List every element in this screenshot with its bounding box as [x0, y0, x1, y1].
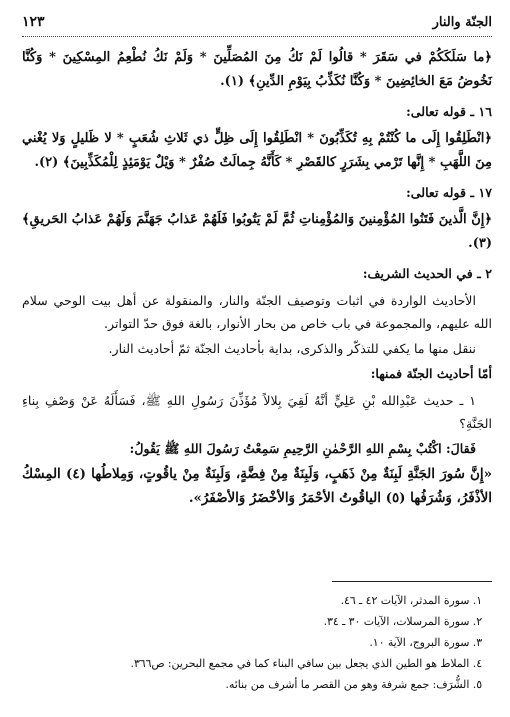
- footnote-5: ٥. الشُّرَف: جمع شرفة وهو من القصر ما أشرف من بنائه.: [225, 678, 482, 691]
- footnotes: [22, 590, 482, 695]
- footnote-separator: [332, 581, 492, 582]
- paragraph-2: ننقل منها ما يكفي للتذكّر والذكرى، بداية بأحاديث الجنّة ثمّ أحاديث النار.: [108, 341, 476, 356]
- verse-heading-16: ١٦ ـ قوله تعالى:: [406, 104, 492, 119]
- verse-heading-17: ١٧ ـ قوله تعالى:: [406, 185, 492, 200]
- quran-quote-1: ﴿ما سَلَكَكُمْ في سَقَرَ * قالُوا لَمْ نَكُ مِنَ المُصَلِّينَ * وَلَمْ نَكُ نُطْعِمُ المِسْكِينَ * وَكُنَّا نَخُوضُ مَعَ الخائِضِينَ * وَكُنَّا نُكَذِّبُ بِيَوْمِ الدِّينِ﴾ (١).: [22, 50, 492, 89]
- footnote-4: ٤. الملاط هو الطين الذي يجعل بين سافي البناء كما في مجمع البحرين: ص٣٦٦.: [130, 657, 482, 670]
- hadith-intro: ١ ـ حديث عَبْدِالله بْنِ عَلِيٍّ أنَّهُ لَقِيَ بِلالاً مُؤَذِّنَ رَسُولِ اللهِ ﷺ، فَسَأَلَهُ عَنْ وَصْفِ بِناءِ الجَنَّةِ؟: [22, 393, 492, 431]
- quran-quote-2: ﴿انْطَلِقُوا إِلَى ما كُنْتُمْ بِهِ تُكَذِّبُونَ * انْطَلِقُوا إِلَى ظِلٍّ ذي ثَلاثِ شُعَبٍ * لا ظَليلٍ وَلا يُغْني مِنَ اللَّهَبِ * إِنَّها تَرْمي بِشَرَرٍ كالقَصْرِ * كَأَنَّهُ جِمالَتٌ صُفْرٌ * وَيْلٌ يَوْمَئِذٍ لِلْمُكَذِّبِينَ﴾ (٢).: [22, 131, 492, 170]
- main-text: [22, 46, 492, 512]
- footnote-2: ٢. سورة المرسلات، الآيات ٣٠ ـ ٣٤.: [323, 615, 482, 628]
- section-heading-hadith: ٢ ـ في الحديث الشريف:: [362, 266, 492, 281]
- paragraph-1: الأحاديث الواردة في اثبات وتوصيف الجنّة والنار، والمنقولة عن أهل بيت الوحي سلام الله عليهم، والمجموعة في باب خاص من بحار الأنوار، بالغة فوق حدّ التواتر.: [22, 293, 492, 331]
- page-number: ١٢٣: [22, 14, 45, 30]
- header-title: الجنّة والنار: [432, 15, 492, 30]
- running-header: [22, 14, 492, 37]
- paragraph-3: أمّا أحاديث الجنّة فمنها:: [370, 366, 492, 381]
- footnote-3: ٣. سورة البروج، الآية ١٠.: [369, 636, 482, 649]
- hadith-narration: فَقالَ: اكْتُبْ بِسْمِ اللهِ الرَّحْمٰنِ الرَّحِيمِ سَمِعْتُ رَسُولَ اللهِ ﷺ يَقُولُ:: [129, 441, 476, 456]
- quran-quote-3: ﴿إِنَّ الَّذينَ فَتَنُوا المُؤْمِنينَ وَالمُؤْمِناتِ ثُمَّ لَمْ يَتُوبُوا فَلَهُمْ عَذابُ جَهَنَّمَ وَلَهُمْ عَذابُ الحَريقِ﴾ (٣).: [22, 212, 492, 251]
- hadith-text: «إِنَّ سُورَ الجَنَّةِ لَبِنَةٌ مِنْ ذَهَبٍ، وَلَبِنَةٌ مِنْ فِضَّةٍ، وَلَبِنَةٌ مِنْ ياقُوتٍ، وَمِلاطُها (٤) المِسْكُ الأذْفَرُ، وَشُرَفُها (٥) الياقُوتُ الأحْمَرُ وَالأخْضَرُ وَالأصْفَرُ».: [22, 466, 492, 506]
- footnote-1: ١. سورة المدثر، الآيات ٤٢ ـ ٤٦.: [340, 594, 482, 607]
